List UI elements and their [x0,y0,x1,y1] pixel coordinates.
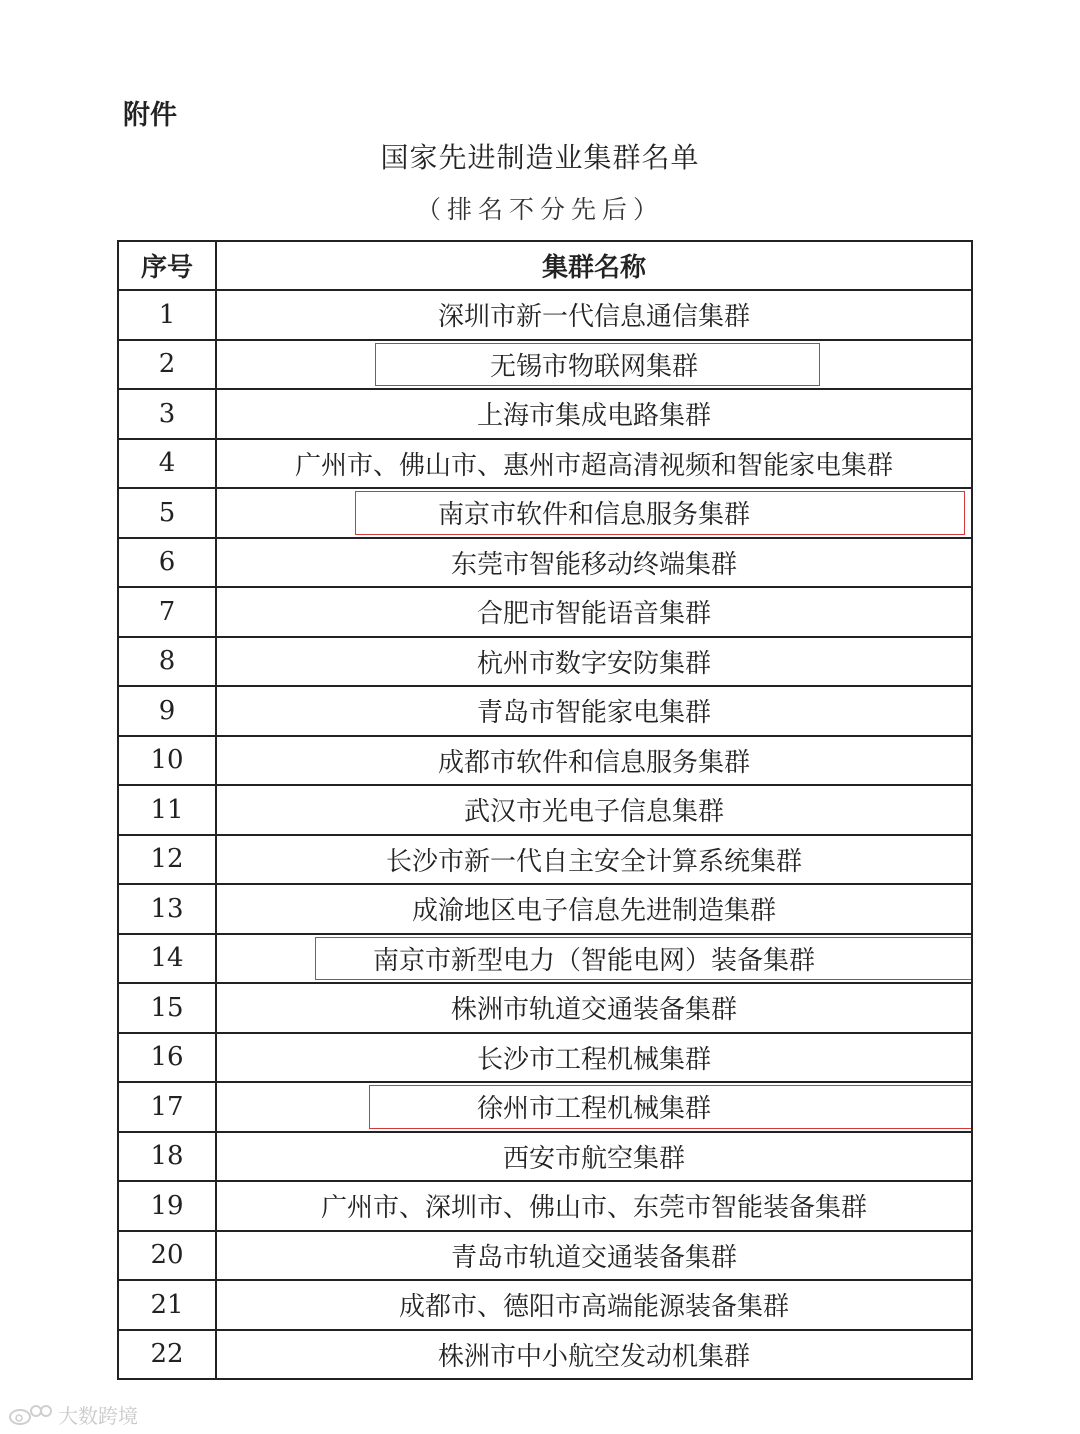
attachment-label: 附件 [123,100,177,131]
cluster-name [216,1231,972,1281]
cluster-name-text: 东莞市智能移动终端集群 [450,549,737,580]
cluster-table [117,240,973,1380]
cluster-name [216,1082,972,1132]
row-number: 7 [118,587,216,637]
watermark [8,1400,138,1429]
row-number: 6 [118,538,216,588]
row-number: 4 [118,439,216,489]
cluster-name [216,488,972,538]
cluster-name-text: 深圳市新一代信息通信集群 [437,302,750,333]
cluster-name-text: 无锡市物联网集群 [489,351,698,382]
cluster-name-text: 株洲市轨道交通装备集群 [450,995,737,1026]
cluster-name-text: 成都市、德阳市高端能源装备集群 [398,1292,789,1323]
table-header-row [118,241,972,290]
cluster-name [216,884,972,934]
cluster-name [216,1132,972,1182]
cluster-name-text: 徐州市工程机械集群 [476,1094,711,1125]
cluster-name-text: 青岛市智能家电集群 [476,698,711,729]
cluster-name-text: 上海市集成电路集群 [476,401,711,432]
cluster-name [216,1033,972,1083]
table-row [118,290,972,340]
cluster-name [216,1280,972,1330]
table-row [118,835,972,885]
row-number: 16 [118,1033,216,1083]
cluster-name-text: 广州市、深圳市、佛山市、东莞市智能装备集群 [320,1193,867,1224]
row-number: 20 [118,1231,216,1281]
cluster-name-text: 成都市软件和信息服务集群 [437,747,750,778]
table-row [118,538,972,588]
cluster-name [216,785,972,835]
table-row [118,1181,972,1231]
row-number: 1 [118,290,216,340]
cluster-name-text: 广州市、佛山市、惠州市超高清视频和智能家电集群 [294,450,893,481]
row-number: 8 [118,637,216,687]
table-row [118,1330,972,1380]
row-number: 11 [118,785,216,835]
cluster-name [216,340,972,390]
cluster-name [216,983,972,1033]
watermark-text: 大数跨境 [58,1404,138,1428]
document-subtitle: （排名不分先后） [415,195,664,224]
column-header-number: 序号 [118,241,216,290]
cluster-name [216,587,972,637]
row-number: 12 [118,835,216,885]
table-row [118,1033,972,1083]
table-row [118,1280,972,1330]
row-number: 13 [118,884,216,934]
cluster-name [216,637,972,687]
table-row [118,983,972,1033]
document-title: 国家先进制造业集群名单 [380,141,700,174]
row-number: 19 [118,1181,216,1231]
cluster-name-text: 青岛市轨道交通装备集群 [450,1242,737,1273]
cluster-name-text: 成渝地区电子信息先进制造集群 [411,896,776,927]
row-number: 3 [118,389,216,439]
row-number: 18 [118,1132,216,1182]
cluster-name [216,290,972,340]
cluster-name-text: 合肥市智能语音集群 [476,599,711,630]
cluster-name [216,835,972,885]
column-header-name: 集群名称 [216,241,972,290]
table-row [118,439,972,489]
row-number: 2 [118,340,216,390]
row-number: 21 [118,1280,216,1330]
row-number: 22 [118,1330,216,1380]
cluster-name-text: 株洲市中小航空发动机集群 [437,1341,750,1372]
row-number: 14 [118,934,216,984]
row-number: 15 [118,983,216,1033]
table-row [118,736,972,786]
cluster-name [216,736,972,786]
table-row [118,587,972,637]
cluster-name-text: 长沙市新一代自主安全计算系统集群 [385,846,802,877]
cluster-name [216,538,972,588]
cluster-name-text: 南京市新型电力（智能电网）装备集群 [372,945,815,976]
table-row [118,686,972,736]
table-row [118,389,972,439]
table-row [118,340,972,390]
table-row [118,785,972,835]
table-row [118,1231,972,1281]
table-row [118,884,972,934]
cluster-name [216,1330,972,1380]
row-number: 5 [118,488,216,538]
cluster-name-text: 南京市软件和信息服务集群 [437,500,750,531]
row-number: 10 [118,736,216,786]
cluster-name [216,686,972,736]
cluster-name [216,934,972,984]
weibo-logo-icon [8,1403,52,1427]
cluster-name-text: 长沙市工程机械集群 [476,1044,711,1075]
cluster-name-text: 杭州市数字安防集群 [476,648,711,679]
table-row [118,488,972,538]
row-number: 9 [118,686,216,736]
table-row [118,1132,972,1182]
cluster-name [216,389,972,439]
cluster-name [216,1181,972,1231]
table-row [118,934,972,984]
row-number: 17 [118,1082,216,1132]
cluster-name-text: 武汉市光电子信息集群 [463,797,724,828]
cluster-name-text: 西安市航空集群 [502,1143,685,1174]
table-row [118,637,972,687]
cluster-name [216,439,972,489]
table-row [118,1082,972,1132]
